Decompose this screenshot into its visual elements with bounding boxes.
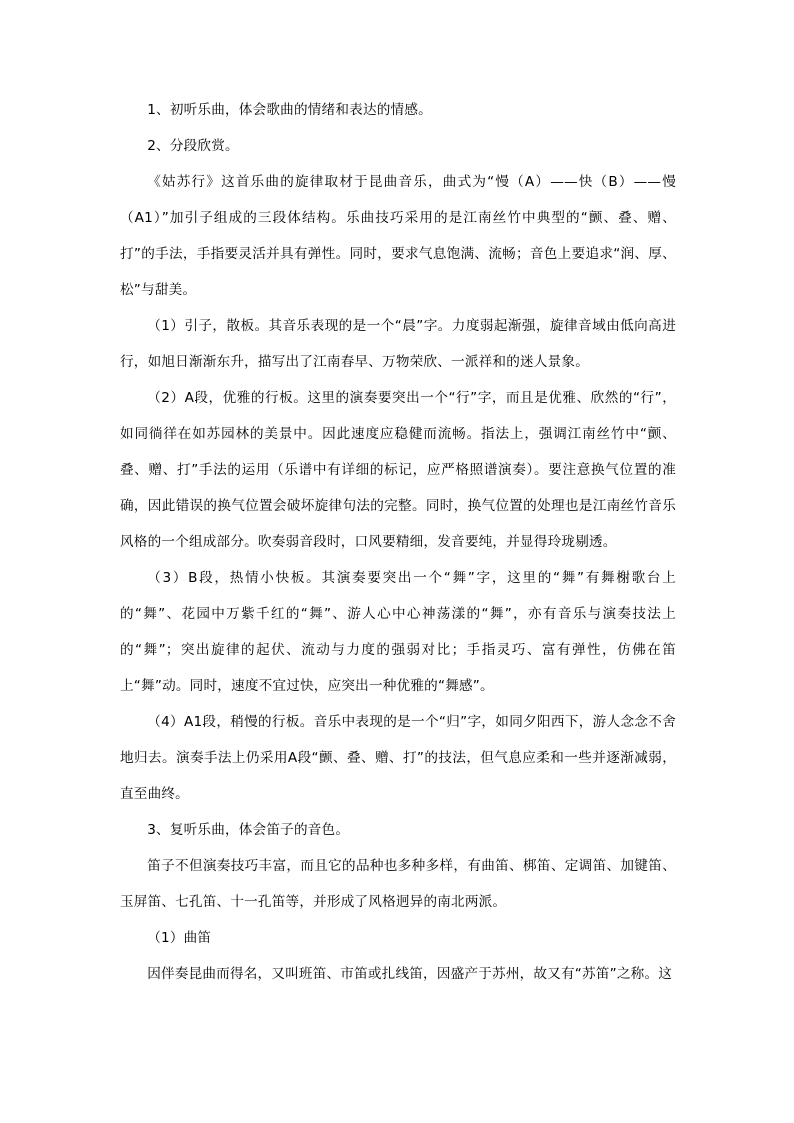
paragraph-a-section: （2）A段，优雅的行板。这里的演奏要突出一个“行”字，而且是优雅、欣然的“行”，如同徜徉在如苏园林的美景中。因此速度应稳健而流畅。指法上，强调江南丝竹中“颤、叠、赠、打”手法的运用（乐谱中有详细的标记，应严格照谱演奏）。要注意换气位置的准确，因此错误的换气位置会破坏旋律句法的完整。同时，换气位置的处理也是江南丝竹音乐风格的一个组成部分。吹奏弱音段时，口风要精细，发音要纯，并显得玲珑剔透。 — [120, 390, 676, 550]
paragraph-flute-types: 笛子不但演奏技巧丰富，而且它的品种也多种多样，有曲笛、梆笛、定调笛、加键笛、玉屏笛、七孔笛、十一孔笛等，并形成了风格迥异的南北两派。 — [120, 858, 676, 910]
paragraph-a1-section: （4）A1段，稍慢的行板。音乐中表现的是一个“归”字，如同夕阳西下，游人念念不舍地归去。演奏手法上仍采用A段“颤、叠、赠、打”的技法，但气息应柔和一些并逐渐减弱，直至曲终。 — [120, 714, 676, 802]
section-heading-2: 2、分段欣赏。 — [147, 138, 239, 154]
section-heading-3: 3、复听乐曲，体会笛子的音色。 — [147, 822, 350, 838]
paragraph-intro-section: （1）引子，散板。其音乐表现的是一个“晨”字。力度弱起渐强，旋律音域由低向高进行，如旭日渐渐东升，描写出了江南春早、万物荣欣、一派祥和的迷人景象。 — [120, 318, 676, 370]
document-body — [120, 92, 676, 992]
paragraph-intro: 《姑苏行》这首乐曲的旋律取材于昆曲音乐，曲式为“慢（A）——快（B）——慢（A1）”加引子组成的三段体结构。乐曲技巧采用的是江南丝竹中典型的“颤、叠、赠、打”的手法，手指要灵活并具有弹性。同时，要求气息饱满、流畅；音色上要追求“润、厚、松”与甜美。 — [120, 174, 676, 298]
paragraph-b-section: （3）B段，热情小快板。其演奏要突出一个“舞”字，这里的“舞”有舞榭歌台上的“舞”、花园中万紫千红的“舞”、游人心中心神荡漾的“舞”，亦有音乐与演奏技法上的“舞”；突出旋律的起伏、流动与力度的强弱对比；手指灵巧、富有弹性，仿佛在笛上“舞”动。同时，速度不宜过快，应突出一种优雅的“舞感”。 — [120, 570, 676, 694]
paragraph-qudi: 因伴奏昆曲而得名，又叫班笛、市笛或扎线笛，因盛产于苏州，故又有“苏笛”之称。这 — [147, 966, 673, 982]
section-heading-1: 1、初听乐曲，体会歌曲的情绪和表达的情感。 — [147, 102, 432, 118]
subheading-qudi: （1）曲笛 — [147, 930, 212, 946]
